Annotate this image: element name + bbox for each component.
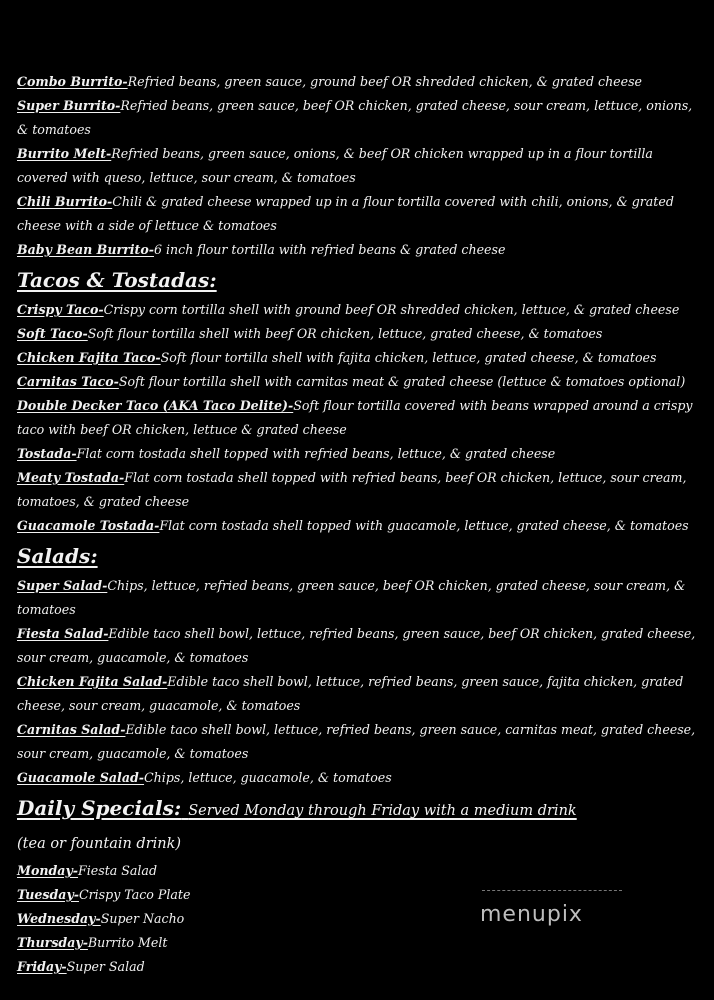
menu-item-burrito-melt: Burrito Melt-Refried beans, green sauce, onions, & beef OR chicken wrapped up in a flour tortilla covered with queso, lettuce, sour cream, & tomatoes xyxy=(17,146,653,185)
menu-item-tostada: Tostada-Flat corn tostada shell topped with refried beans, lettuce, & grated cheese xyxy=(17,446,556,461)
menu-item-guacamole-tostada: Guacamole Tostada-Flat corn tostada shell topped with guacamole, lettuce, grated cheese, & tomatoes xyxy=(17,518,689,533)
menu-item-soft-taco: Soft Taco-Soft flour tortilla shell with beef OR chicken, lettuce, grated cheese, & tomatoes xyxy=(17,326,603,341)
specials-drink-note: (tea or fountain drink) xyxy=(17,836,182,852)
salads-section xyxy=(17,541,707,790)
menu-item-super-burrito: Super Burrito-Refried beans, green sauce, beef OR chicken, grated cheese, sour cream, lettuce, onions, & tomatoes xyxy=(17,98,693,137)
menu-item-baby-bean-burrito: Baby Bean Burrito-6 inch flour tortilla with refried beans & grated cheese xyxy=(17,242,506,257)
watermark-text: menupix xyxy=(480,902,583,927)
menu-item-double-decker-taco: Double Decker Taco (AKA Taco Delite)-Soft flour tortilla covered with beans wrapped around a crispy taco with beef OR chicken, lettuce & grated cheese xyxy=(17,398,693,437)
menu-item-combo-burrito: Combo Burrito-Refried beans, green sauce, ground beef OR shredded chicken, & grated cheese xyxy=(17,74,642,89)
menu-item-guacamole-salad: Guacamole Salad-Chips, lettuce, guacamole, & tomatoes xyxy=(17,770,392,785)
specials-title: Daily Specials: xyxy=(17,796,182,820)
menu-page xyxy=(17,70,707,979)
salads-heading: Salads: xyxy=(17,544,98,568)
tacos-section xyxy=(17,265,707,538)
menu-item-chili-burrito: Chili Burrito-Chili & grated cheese wrapped up in a flour tortilla covered with chili, onions, & grated cheese with a side of lettuce & tomatoes xyxy=(17,194,674,233)
menu-item-super-salad: Super Salad-Chips, lettuce, refried beans, green sauce, beef OR chicken, grated cheese, sour cream, & tomatoes xyxy=(17,578,686,617)
tacos-heading: Tacos & Tostadas: xyxy=(17,268,217,292)
menu-item-chicken-fajita-salad: Chicken Fajita Salad-Edible taco shell bowl, lettuce, refried beans, green sauce, fajita chicken, grated cheese, sour cream, guacamole, & tomatoes xyxy=(17,674,684,713)
burrito-section xyxy=(17,70,707,262)
menu-item-meaty-tostada: Meaty Tostada-Flat corn tostada shell topped with refried beans, beef OR chicken, lettuce, sour cream, tomatoes, & grated cheese xyxy=(17,470,687,509)
special-thursday: Thursday-Burrito Melt xyxy=(17,935,168,950)
special-monday: Monday-Fiesta Salad xyxy=(17,863,158,878)
menu-item-carnitas-salad: Carnitas Salad-Edible taco shell bowl, lettuce, refried beans, green sauce, carnitas meat, grated cheese, sour cream, guacamole, & tomatoes xyxy=(17,722,696,761)
specials-subtitle: Served Monday through Friday with a medium drink xyxy=(188,803,577,819)
menu-item-chicken-fajita-taco: Chicken Fajita Taco-Soft flour tortilla shell with fajita chicken, lettuce, grated cheese, & tomatoes xyxy=(17,350,657,365)
special-friday: Friday-Super Salad xyxy=(17,959,145,974)
daily-specials-section xyxy=(17,793,707,979)
menu-item-carnitas-taco: Carnitas Taco-Soft flour tortilla shell with carnitas meat & grated cheese (lettuce & tomatoes optional) xyxy=(17,374,686,389)
watermark-divider xyxy=(482,890,622,891)
special-wednesday: Wednesday-Super Nacho xyxy=(17,911,185,926)
menu-item-fiesta-salad: Fiesta Salad-Edible taco shell bowl, lettuce, refried beans, green sauce, beef OR chicken, grated cheese, sour cream, guacamole, & tomatoes xyxy=(17,626,696,665)
menu-item-crispy-taco: Crispy Taco-Crispy corn tortilla shell with ground beef OR shredded chicken, lettuce, & grated cheese xyxy=(17,302,680,317)
specials-heading xyxy=(17,793,707,826)
menupix-watermark xyxy=(474,888,634,936)
special-tuesday: Tuesday-Crispy Taco Plate xyxy=(17,887,191,902)
